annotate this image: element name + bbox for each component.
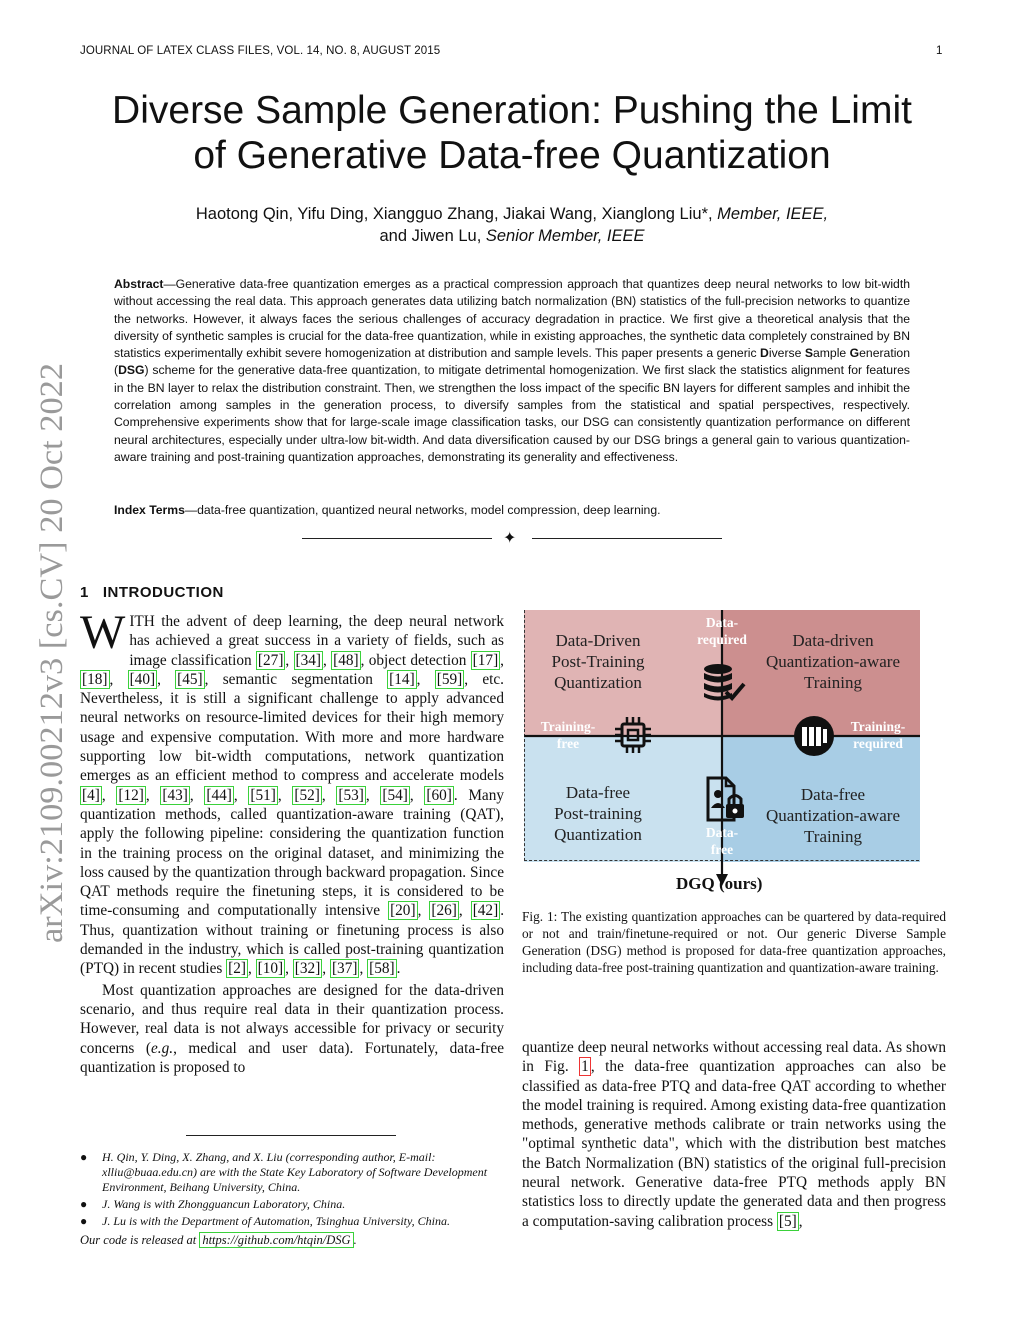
tag-training-required: Training- required: [850, 719, 906, 751]
divider-left: [302, 538, 492, 539]
abstract-label: Abstract: [114, 277, 164, 291]
citation[interactable]: [60]: [426, 786, 452, 804]
citation[interactable]: [26]: [431, 902, 457, 920]
footnote-item: ● H. Qin, Y. Ding, X. Zhang, and X. Liu (corresponding author, E-mail: xlliu@buaa.edu.cn) are with the State Key Laboratory of Software Development Environment, Beihang University, China.: [80, 1150, 488, 1194]
authors-line-2: and Jiwen Lu, Senior Member, IEEE: [379, 227, 645, 245]
dgq-label: DGQ (ours): [676, 874, 763, 893]
bullet-icon: ●: [80, 1150, 88, 1164]
index-terms: Index Terms—data-free quantization, quantized neural networks, model compression, deep learning.: [114, 503, 661, 517]
title-line-2: of Generative Data-free Quantization: [193, 134, 831, 177]
quadrant-label-data-driven-qat: Data-driven Quantization-aware Training: [765, 631, 901, 692]
citation[interactable]: [58]: [369, 960, 395, 978]
page-number: 1: [936, 45, 943, 57]
citation[interactable]: [52]: [294, 786, 320, 804]
quadrant-label-data-free-ptq: Data-free Post-training Quantization: [554, 783, 642, 844]
citation[interactable]: [54]: [382, 786, 408, 804]
bullet-icon: ●: [80, 1197, 88, 1211]
citation[interactable]: [18]: [82, 670, 108, 688]
title-line-1: Diverse Sample Generation: Pushing the Limit: [112, 89, 912, 132]
citation[interactable]: [27]: [257, 651, 284, 669]
bullet-icon: ●: [80, 1214, 88, 1228]
quadrant-label-data-driven-ptq: Data-Driven Post-Training Quantization: [551, 631, 645, 692]
paper-title: [0, 88, 1024, 178]
footnote-item: ● J. Lu is with the Department of Automation, Tsinghua University, China.: [80, 1214, 451, 1228]
citation[interactable]: [42]: [472, 902, 499, 920]
tag-data-required: Data- required: [697, 615, 747, 647]
gpu-fan-icon: [792, 714, 836, 758]
citation[interactable]: [34]: [295, 651, 322, 669]
quadrant-label-data-free-qat: Data-free Quantization-aware Training: [765, 785, 901, 846]
right-column-text: quantize deep neural networks without accessing real data. As shown in Fig. 1 , the data-free quantization approaches can also be classified as data-free PTQ and data-free QAT according to whether the model training is required. Among existing data-free quantization methods, generative methods calibrate or train networks using the "optimal synthetic data", which with the distribution best matches the Batch Normalization (BN) statistics of the original full-precision neural network. Generative data-free PTQ methods apply BN statistics loss to directly update the generated data and then progress a computation-saving calibration process [5] ,: [522, 1039, 947, 1230]
tag-data-free: Data- free: [705, 825, 739, 857]
citation[interactable]: [53]: [338, 786, 364, 804]
citation[interactable]: [12]: [118, 786, 144, 804]
intro-paragraph-1: WITH the advent of deep learning, the deep neural network has achieved a great success in a variety of fields, such as image classification [27] , [34] , [48] , object detection [17] , [18] , [40] , [45] , semantic segmentation [14] , [59] , etc. Nevertheless, it is still a significant challenge to apply advanced neural networks on resource-limited devices for their high memory usage and expensive computation. With more and more hardware supporting low bit-width computations, network quantization emerges as an efficient method to compress and accelerate models [4] , [12] , [43] , [44] , [51] , [52] , [53] , [54] , [60] . Many quantization methods, called quantization-aware training (QAT), apply the following pipeline: considering the quantization function in the training process on the original dataset, and minimizing the loss caused by the quantization through backward propagation. Since QAT methods require the finetuning steps, it is considered to be time-consuming and computationally intensive [20] , [26] , [42] . Thus, quantization without training or finetuning process is also demanded in the industry, which is called post-training quantization (PTQ) in recent studies [2] , [10] , [32] , [37] , [58] .: [80, 606, 505, 978]
section-heading: 1 INTRODUCTION: [80, 584, 224, 601]
citation[interactable]: [37]: [331, 960, 358, 978]
citation[interactable]: [51]: [250, 786, 276, 804]
abstract: Abstract—Generative data-free quantization emerges as a practical compression approach that quantizes deep neural networks to low bit-width without accessing the real data. This approach generates data utilizing batch normalization (BN) statistics of the full-precision networks to quantize the networks. However, it always faces the serious challenges of accuracy degradation in practice. We first give a theoretical analysis that the diversity of synthetic samples is crucial for the data-free quantization, while in existing approaches, the synthetic data completely constrained by BN statistics experimentally exhibit severe homogenization at distribution and sample levels. This paper presents a generic Diverse Sample Generation (DSG) scheme for the generative data-free quantization, to mitigate detrimental homogenization. We first slack the statistics alignment for features in the BN layer to relax the distribution constraint. Then, we strengthen the loss impact of the specific BN layers for different samples and inhibit the correlation among samples in the generation process, to diversify samples from the statistical and spatial perspectives, respectively. Comprehensive experiments show that for large-scale image classification tasks, our DSG can consistently quantization performance on different neural architectures, especially under ultra-low bit-width. And data diversification caused by our DSG brings a general gain to various quantization-aware training and post-training quantization approaches, demonstrating its generality and effectiveness.: [114, 277, 910, 464]
divider-right: [532, 538, 722, 539]
tag-training-free: Training- free: [540, 719, 596, 751]
figure-caption: Fig. 1: The existing quantization approaches can be quartered by data-required or not and train/finetune-required or not. Our generic Diverse Sample Generation (DSG) method is proposed for data-free quantization approaches, including data-free post-training quantization and quantization-aware training.: [522, 909, 946, 975]
citation[interactable]: [43]: [162, 786, 188, 804]
arxiv-stamp: [8, 358, 72, 948]
citation[interactable]: [20]: [390, 902, 416, 920]
divider-symbol: ✦: [503, 530, 517, 547]
citation[interactable]: [40]: [129, 670, 156, 688]
figure-reference[interactable]: 1: [581, 1058, 589, 1076]
authors-line-1: Haotong Qin, Yifu Ding, Xiangguo Zhang, Jiakai Wang, Xianglong Liu*, Member, IEEE,: [195, 205, 829, 223]
citation[interactable]: [44]: [206, 786, 232, 804]
left-column-text: [80, 606, 505, 1077]
footnote-rule: [186, 1135, 396, 1136]
code-link[interactable]: https://github.com/htqin/DSG: [199, 1232, 353, 1248]
code-release-note: Our code is released at https://github.com/htqin/DSG .: [80, 1233, 357, 1247]
file-lock-icon: [704, 776, 748, 822]
citation[interactable]: [14]: [389, 670, 415, 688]
citation[interactable]: [10]: [257, 960, 284, 978]
citation[interactable]: [17]: [472, 651, 499, 669]
citation[interactable]: [2]: [228, 960, 246, 978]
citation[interactable]: [45]: [177, 670, 203, 688]
citation[interactable]: [59]: [436, 670, 463, 688]
running-header: JOURNAL OF LATEX CLASS FILES, VOL. 14, NO. 8, AUGUST 2015: [80, 45, 441, 57]
arxiv-stamp-text: arXiv:2109.00212v3 [cs.CV] 20 Oct 2022: [34, 385, 70, 943]
arxiv-stamp-container: [8, 358, 72, 948]
footnote-item: ● J. Wang is with Zhongguancun Laboratory, China.: [80, 1197, 346, 1211]
citation[interactable]: [32]: [294, 960, 321, 978]
author-list: [0, 203, 1024, 247]
cpu-chip-icon: [612, 714, 654, 756]
footnotes: [80, 1150, 504, 1231]
dropcap: W: [80, 606, 126, 659]
citation[interactable]: [4]: [82, 786, 100, 804]
citation[interactable]: [5]: [778, 1212, 797, 1230]
figure-1: [524, 610, 920, 862]
intro-paragraph-2: Most quantization approaches are designed for the data-driven scenario, and thus require real data in their quantization process. However, real data is not always accessible for privacy or security concerns (e.g., medical and user data). Fortunately, data-free quantization is proposed to: [80, 981, 504, 1076]
citation[interactable]: [48]: [333, 651, 359, 669]
database-check-icon: [700, 662, 748, 704]
